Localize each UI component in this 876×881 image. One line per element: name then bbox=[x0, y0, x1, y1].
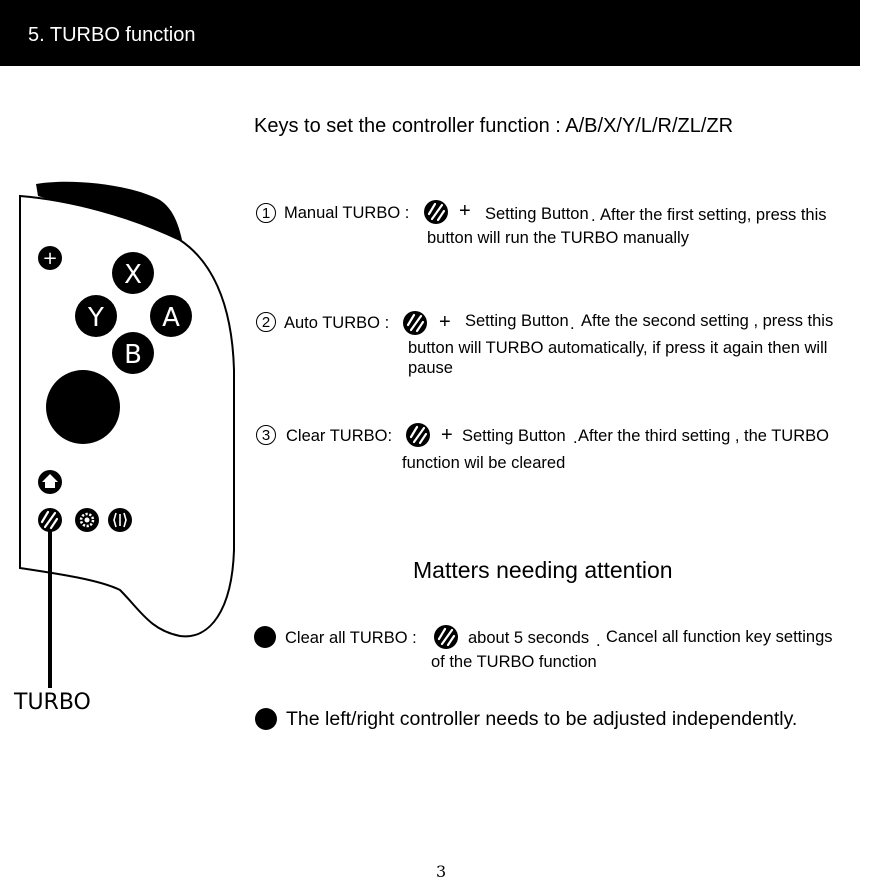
independent-adjust-note: The left/right controller needs to be adjusted independently. bbox=[286, 708, 798, 730]
plus-button-label: + bbox=[42, 248, 58, 269]
clear-turbo-label: Clear TURBO: bbox=[286, 427, 393, 445]
item-desc: Afte the second setting , press this bbox=[581, 312, 834, 330]
plus-sign: + bbox=[459, 200, 471, 222]
analog-stick bbox=[46, 370, 120, 444]
item-desc: function wil be cleared bbox=[402, 454, 566, 472]
section-title: 5. TURBO function bbox=[28, 24, 196, 46]
separator-dot: . bbox=[591, 207, 596, 225]
b-button-label: B bbox=[124, 340, 142, 370]
setting-button-text: Setting Button bbox=[485, 205, 589, 223]
setting-button-text: Setting Button bbox=[462, 427, 566, 445]
x-button-label: X bbox=[124, 260, 142, 290]
setting-button-text: Setting Button bbox=[465, 312, 569, 330]
separator-dot: . bbox=[596, 632, 601, 650]
plus-sign: + bbox=[439, 311, 451, 333]
header-bar bbox=[0, 0, 860, 66]
item-number-2: 2 bbox=[256, 312, 276, 332]
turbo-icon bbox=[402, 310, 428, 336]
item-desc: button will TURBO automatically, if press it again then will bbox=[408, 339, 828, 357]
a-button-label: A bbox=[162, 303, 180, 333]
item-desc: After the third setting , the TURBO bbox=[578, 427, 829, 445]
clear-all-turbo-label: Clear all TURBO : bbox=[285, 629, 417, 647]
item-desc: After the first setting, press this bbox=[600, 206, 827, 224]
manual-turbo-label: Manual TURBO : bbox=[284, 204, 410, 222]
item-desc: pause bbox=[408, 359, 453, 377]
clear-all-desc: of the TURBO function bbox=[431, 653, 597, 671]
keys-line: Keys to set the controller function : A/B/X/Y/L/R/ZL/ZR bbox=[254, 115, 734, 137]
plus-sign: + bbox=[441, 424, 453, 446]
bullet bbox=[254, 626, 276, 648]
turbo-icon bbox=[423, 199, 449, 225]
clear-all-desc: Cancel all function key settings bbox=[606, 628, 833, 646]
controller-illustration bbox=[0, 170, 250, 730]
item-desc: button will run the TURBO manually bbox=[427, 229, 689, 247]
item-number-1: 1 bbox=[256, 203, 276, 223]
y-button-label: Y bbox=[88, 303, 104, 333]
attention-title: Matters needing attention bbox=[413, 557, 673, 583]
separator-dot: . bbox=[570, 315, 575, 333]
auto-turbo-label: Auto TURBO : bbox=[284, 314, 390, 332]
separator-dot: . bbox=[573, 429, 578, 447]
bullet bbox=[255, 708, 277, 730]
turbo-label: TURBO bbox=[14, 690, 91, 715]
turbo-icon bbox=[433, 624, 459, 650]
page-number: 3 bbox=[436, 862, 447, 881]
item-number-3: 3 bbox=[256, 425, 276, 445]
turbo-icon bbox=[405, 422, 431, 448]
clear-all-time: about 5 seconds bbox=[468, 629, 590, 647]
